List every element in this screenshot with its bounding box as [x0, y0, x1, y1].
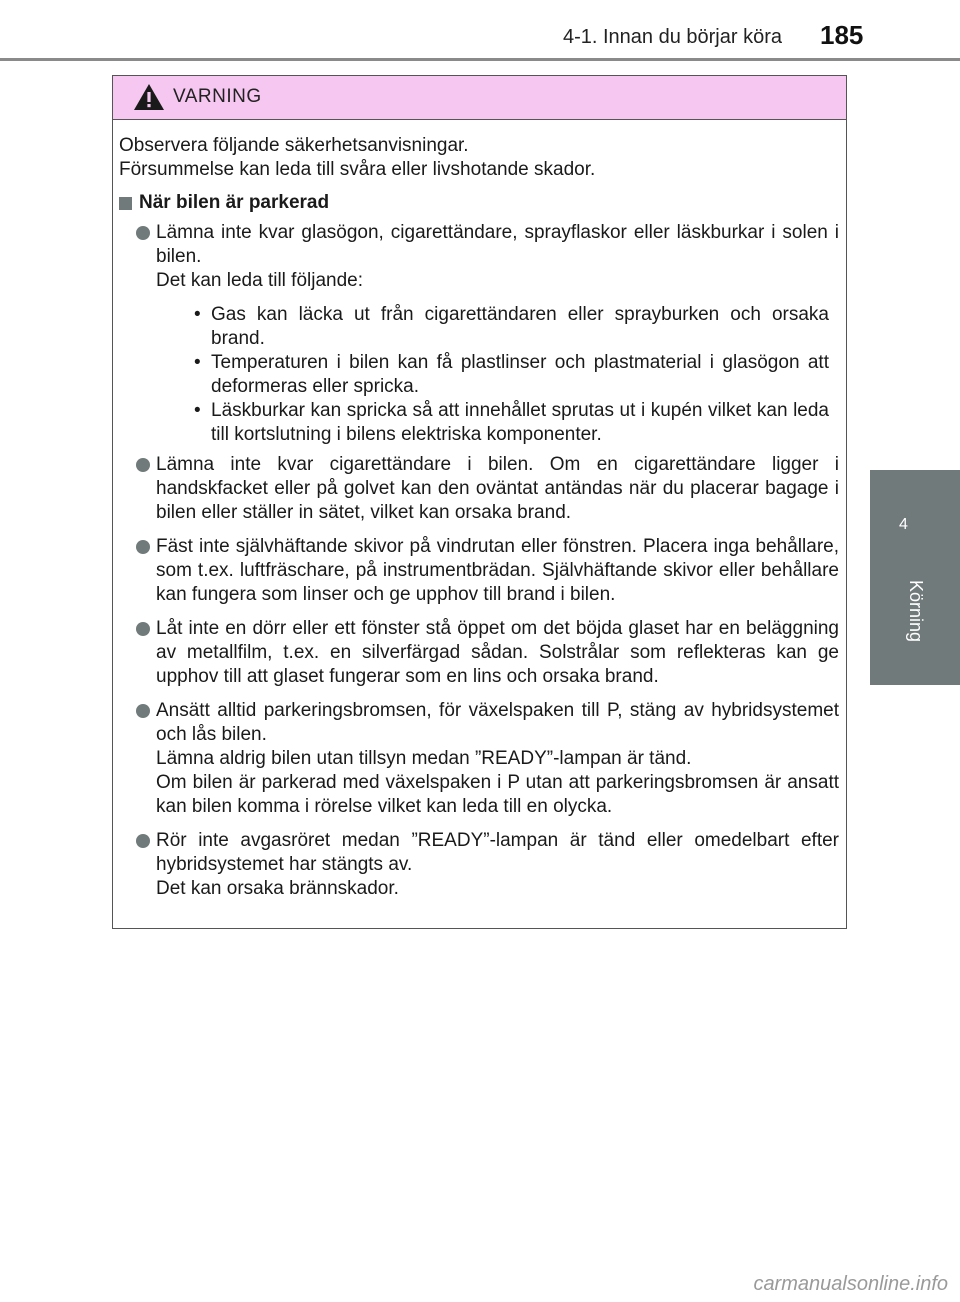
watermark: carmanualsonline.info: [753, 1273, 948, 1295]
sub-item: [156, 399, 839, 447]
warning-header: [113, 76, 846, 120]
section-heading-text: När bilen är parkerad: [139, 192, 330, 213]
item-text: Låt inte en dörr eller ett fönster stå öppet om det böjda glaset har en beläggning av metallfilm, t.ex. en silverfärgad sådan. Solstrålar som reflekteras kan ge upphov till att glaset fungerar som en lins och orsaka brand.: [156, 618, 839, 687]
dot-bullet-icon: •: [194, 304, 201, 325]
item-text: Lämna aldrig bilen utan tillsyn medan ”READY”-lampan är tänd.: [156, 748, 692, 769]
item-text: Det kan orsaka brännskador.: [156, 878, 399, 899]
item-text: Det kan leda till följande:: [156, 270, 364, 291]
warning-item: [119, 221, 839, 447]
circle-bullet-icon: [136, 622, 150, 636]
circle-bullet-icon: [136, 226, 150, 240]
sub-item-text: Läskburkar kan spricka så att innehållet sprutas ut i kupén vilket kan leda till kortslutning i bilens elektriska komponenter.: [211, 400, 829, 445]
warning-body: [119, 134, 839, 911]
item-text: Ansätt alltid parkeringsbromsen, för växelspaken till P, stäng av hybridsystemet och lås bilen.: [156, 700, 839, 745]
warning-title: VARNING: [173, 86, 262, 107]
dot-bullet-icon: •: [194, 352, 201, 373]
square-bullet-icon: [119, 197, 132, 210]
sub-item: [156, 303, 839, 351]
circle-bullet-icon: [136, 540, 150, 554]
item-text: Om bilen är parkerad med växelspaken i P utan att parkeringsbromsen är ansatt kan bilen komma i rörelse vilket kan leda till en olycka.: [156, 772, 839, 817]
sub-item-text: Gas kan läcka ut från cigarettändaren eller sprayburken och orsaka brand.: [211, 304, 829, 349]
warning-triangle-icon: [132, 82, 166, 112]
sub-item: [156, 351, 839, 399]
circle-bullet-icon: [136, 834, 150, 848]
sub-list: [156, 303, 839, 447]
header-divider: [0, 58, 960, 61]
item-text: Lämna inte kvar glasögon, cigarettändare, sprayflaskor eller läskburkar i solen i bilen.: [156, 222, 839, 267]
page-number: 185: [820, 20, 864, 50]
warning-item: [119, 453, 839, 525]
warning-item: [119, 829, 839, 901]
chapter-tab-label: Körning: [906, 580, 926, 643]
warning-item: [119, 535, 839, 607]
warning-box: [112, 75, 847, 929]
header-section-title: 4-1. Innan du börjar köra: [562, 26, 782, 48]
intro-line: Observera följande säkerhetsanvisningar.: [119, 135, 469, 156]
item-text: Rör inte avgasröret medan ”READY”-lampan är tänd eller omedelbart efter hybridsystemet har stängts av.: [156, 830, 839, 875]
item-text: Lämna inte kvar cigarettändare i bilen. Om en cigarettändare ligger i handskfacket eller på golvet kan den oväntat antändas när du placerar bagage i bilen eller ställer in sätet, vilket kan orsaka brand.: [156, 454, 839, 523]
circle-bullet-icon: [136, 704, 150, 718]
intro-line: Försummelse kan leda till svåra eller livshotande skador.: [119, 159, 596, 180]
sub-item-text: Temperaturen i bilen kan få plastlinser och plastmaterial i glasögon att deformeras eller spricka.: [211, 352, 829, 397]
chapter-side-tab: [870, 470, 960, 685]
warning-item: [119, 617, 839, 689]
warning-intro: [119, 134, 839, 182]
item-text: Fäst inte självhäftande skivor på vindrutan eller fönstren. Placera inga behållare, som t.ex. luftfräschare, på instrumentbrädan. Självhäftande skivor eller behållare kan fungera som linser och ge upphov till brand i bilen.: [156, 536, 839, 605]
chapter-tab-number: 4: [899, 516, 908, 533]
warning-item: [119, 699, 839, 819]
section-heading: [119, 191, 839, 215]
dot-bullet-icon: •: [194, 400, 201, 421]
circle-bullet-icon: [136, 458, 150, 472]
